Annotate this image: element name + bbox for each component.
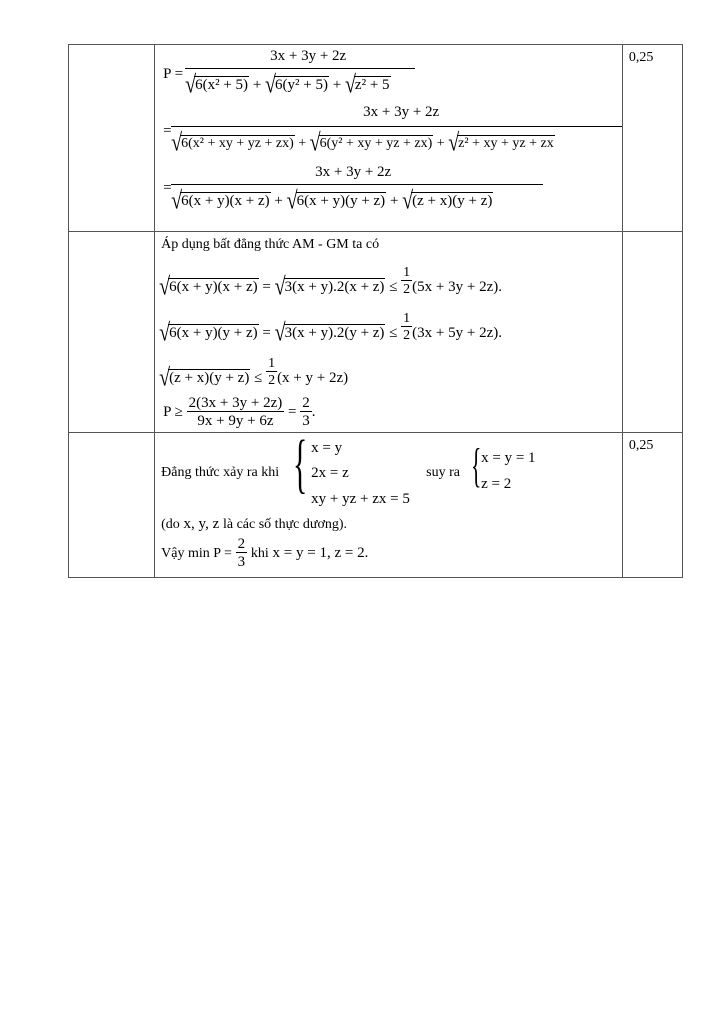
inequality-rhs: (5x + 3y + 2z). [412, 279, 502, 295]
sqrt-icon: √ [171, 187, 183, 215]
radicand: z² + xy + yz + zx [458, 136, 554, 151]
blank-cell [69, 45, 155, 232]
min-fraction: $\frac{2}{3}$ [237, 536, 246, 570]
radicand: 6(x + y)(x + z) [181, 193, 270, 209]
inequality-line [159, 311, 502, 347]
sqrt-icon: √ [286, 187, 298, 215]
radicand: 6(x + y)(x + z) [169, 279, 258, 295]
radicand: 6(y² + xy + yz + zx) [319, 136, 433, 151]
inequality-line [159, 265, 502, 301]
equation-lhs: = [163, 123, 172, 139]
equation-line [163, 67, 183, 82]
sqrt-icon: √ [274, 319, 286, 347]
content-cell [155, 45, 623, 232]
radicand: (z + x)(y + z) [169, 370, 250, 386]
fraction-denominator: √6(x² + 5) + √6(y² + 5) + √z² + 5 [185, 71, 390, 99]
sqrt-icon: √ [344, 71, 356, 99]
numerator-text: 3x + 3y + 2z [315, 164, 392, 180]
sqrt-icon: √ [309, 129, 321, 157]
sqrt-icon: √ [159, 364, 171, 392]
fraction-numerator [315, 165, 391, 180]
sqrt-icon: √ [159, 319, 171, 347]
equals-sign: = [287, 403, 297, 420]
sqrt-icon: √ [185, 71, 197, 99]
solution-table [68, 44, 683, 578]
equals-sign: = [262, 279, 271, 295]
conclusion-line: P ≥ $\frac{2(3x + 3y + 2z)}{9x + 9y + 6z}$ = $\frac{2}{3}$ . [163, 395, 316, 429]
le-sign: ≤ [389, 325, 398, 341]
fraction-denominator: √6(x² + xy + yz + zx) + √6(y² + xy + yz + zx) + √z² + xy + yz + zx [171, 129, 554, 157]
numerator-text: 3x + 3y + 2z [270, 48, 347, 64]
inequality-rhs: (x + y + 2z) [277, 370, 349, 386]
equation-lhs: = [163, 180, 172, 196]
system-eq: 2x = z [311, 465, 349, 481]
score-cell: 0,25 [622, 45, 682, 232]
table-row [69, 433, 683, 578]
fraction-denominator: √6(x + y)(x + z) + √6(x + y)(y + z) + √(z + x)(y + z) [171, 187, 493, 215]
half-fraction: $\frac{1}{2}$ [268, 356, 276, 388]
score-cell: 0,25 [622, 433, 682, 578]
equals-sign: = [262, 325, 271, 341]
fraction-bar [171, 126, 622, 127]
fraction-numerator [363, 105, 439, 120]
radicand: 6(x + y)(y + z) [169, 325, 258, 341]
note-line: (do x, y, z là các số thực dương). [161, 516, 348, 532]
le-sign: ≤ [254, 370, 263, 386]
table-row [69, 232, 683, 433]
half-fraction: $\frac{1}{2}$ [403, 265, 411, 297]
system-eq: xy + yz + zx = 5 [311, 491, 410, 507]
radicand: 6(x² + 5) [195, 77, 249, 93]
radicand: 3(x + y).2(x + z) [284, 279, 385, 295]
sqrt-icon: √ [171, 129, 183, 157]
sqrt-icon: √ [448, 129, 460, 157]
conclusion-line: Vậy min P = $\frac{2}{3}$ khi x = y = 1, z = 2. [161, 536, 369, 570]
radicand: (z + x)(y + z) [412, 193, 493, 209]
content-cell [155, 232, 623, 433]
result-fraction: $\frac{2}{3}$ [302, 395, 310, 429]
equation-lhs: P = [163, 66, 184, 82]
result-eq: x = y = 1 [481, 450, 536, 466]
radicand: 6(x + y)(y + z) [296, 193, 386, 209]
sqrt-icon: √ [265, 71, 277, 99]
brace-icon: { [471, 439, 482, 492]
blank-cell [69, 232, 155, 433]
equality-condition-label: Đẳng thức xảy ra khi [161, 465, 280, 480]
fraction-bar [171, 184, 543, 185]
inequality-line [159, 356, 349, 392]
content-cell [155, 433, 623, 578]
radicand: 6(x² + xy + yz + zx) [181, 136, 294, 151]
fraction-numerator [270, 49, 346, 64]
table-row [69, 45, 683, 232]
fraction-bar [185, 68, 415, 69]
radicand: z² + 5 [354, 77, 390, 93]
inequality-rhs: (3x + 5y + 2z). [412, 325, 502, 341]
sqrt-icon: √ [274, 273, 286, 301]
sqrt-icon: √ [402, 187, 414, 215]
system-eq: x = y [311, 440, 343, 456]
bound-fraction: $\frac{2(3x + 3y + 2z)}{9x + 9y + 6z}$ [188, 395, 283, 429]
intro-text: Áp dụng bất đẳng thức AM - GM ta có [161, 237, 380, 252]
sqrt-icon: √ [159, 273, 171, 301]
numerator-text: 3x + 3y + 2z [363, 104, 440, 120]
score-cell [622, 232, 682, 433]
brace-icon: { [293, 433, 308, 500]
radicand: 6(y² + 5) [275, 77, 328, 93]
radicand: 3(x + y).2(y + z) [284, 325, 385, 341]
implies-label: suy ra [426, 465, 460, 480]
variables: x, y, z [183, 516, 220, 532]
le-sign: ≤ [389, 279, 398, 295]
result-eq: z = 2 [481, 476, 512, 492]
equation-lhs: P ≥ [163, 403, 183, 420]
blank-cell [69, 433, 155, 578]
half-fraction: $\frac{1}{2}$ [403, 311, 411, 343]
